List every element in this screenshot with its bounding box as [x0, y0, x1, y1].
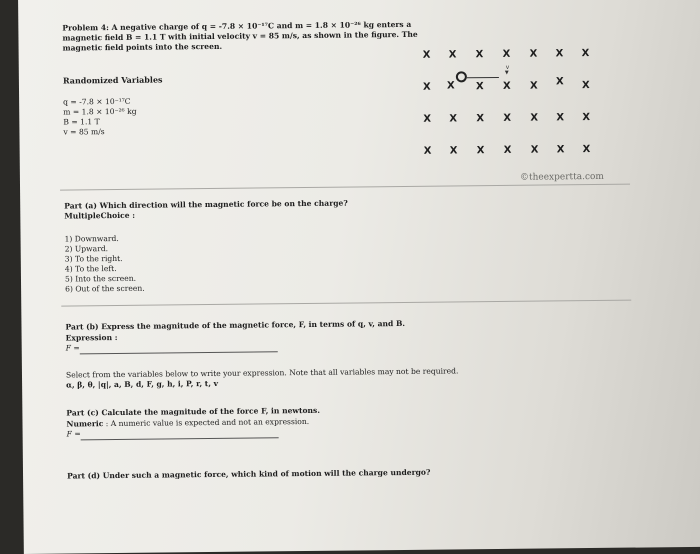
field-cross-icon: X — [423, 113, 432, 125]
field-cross-icon: X — [422, 81, 431, 93]
field-cross-icon: X — [449, 113, 458, 125]
problem-line-1: Problem 4: A negative charge of q = -7.8 × 10⁻¹⁷C and m = 1.8 × 10⁻²⁶ kg enters a — [62, 19, 412, 33]
velocity-arrow-icon — [467, 77, 499, 78]
field-cross-icon: X — [555, 76, 564, 88]
velocity-label: v — [505, 63, 510, 71]
worksheet-page — [18, 0, 700, 554]
part-c-answer-field[interactable] — [81, 437, 279, 440]
problem-line-3: magnetic field points into the screen. — [62, 41, 223, 53]
part-c-answer-prefix: F = — [66, 429, 81, 439]
field-cross-icon: X — [475, 81, 484, 93]
field-cross-icon: X — [502, 80, 511, 92]
part-c-type-desc: : A numeric value is expected and not an expression. — [105, 416, 310, 429]
part-a-option[interactable]: 6) Out of the screen. — [65, 283, 145, 294]
part-a-type-sep: : — [132, 210, 136, 220]
field-cross-icon: X — [503, 112, 512, 124]
part-b-answer-field[interactable] — [80, 351, 278, 354]
field-cross-icon: X — [503, 144, 512, 156]
field-cross-icon: X — [582, 112, 591, 124]
field-cross-icon: X — [529, 80, 538, 92]
var-v: v = 85 m/s — [63, 127, 105, 137]
part-c-type-label: Numeric — [66, 419, 104, 429]
field-cross-icon: X — [529, 48, 538, 60]
part-a-type — [64, 211, 135, 222]
part-b-question: Part (b) Express the magnitude of the magnetic force, F, in terms of q, v, and B. — [65, 318, 406, 332]
velocity-arrowhead-icon: ▼ — [504, 69, 509, 76]
field-cross-icon: X — [449, 145, 458, 157]
part-b-type-label: Expression — [65, 333, 113, 343]
part-a-option[interactable]: 5) Into the screen. — [64, 273, 137, 284]
var-B: B = 1.1 T — [63, 117, 100, 127]
field-cross-icon: X — [448, 49, 457, 61]
magnetic-field-figure — [18, 0, 700, 194]
part-b-instruction: Select from the variables below to write your expression. Note that all variables may not be required. — [65, 366, 459, 380]
field-cross-icon: X — [476, 113, 485, 125]
part-d-question: Part (d) Under such a magnetic force, which kind of motion will the charge undergo? — [67, 467, 431, 481]
part-a-option[interactable]: 2) Upward. — [64, 244, 109, 254]
part-a-question: Part (a) Which direction will the magnetic force be on the charge? — [64, 198, 348, 211]
part-a-option[interactable]: 1) Downward. — [64, 233, 119, 244]
part-a-option[interactable]: 4) To the left. — [64, 263, 117, 274]
field-cross-icon: X — [581, 48, 590, 60]
part-c-type — [66, 417, 309, 430]
field-cross-icon: X — [423, 145, 432, 157]
part-b-type-sep: : — [114, 332, 118, 343]
divider — [61, 300, 631, 307]
problem-line-2: magnetic field B = 1.1 T with initial velocity v = 85 m/s, as shown in the figure. The — [62, 29, 418, 43]
part-c-question: Part (c) Calculate the magnitude of the force F, in newtons. — [66, 405, 321, 418]
var-q: q = -7.8 × 10⁻¹⁷C — [63, 96, 131, 107]
field-cross-icon: X — [422, 49, 431, 61]
var-m: m = 1.8 × 10⁻²⁶ kg — [63, 106, 137, 117]
field-cross-icon: X — [530, 144, 539, 156]
part-b-type — [66, 333, 118, 344]
charge-particle-icon — [456, 71, 467, 82]
part-b-variables: α, β, θ, |q|, a, B, d, F, g, h, i, P, r, t, v — [66, 378, 219, 390]
field-cross-icon: X — [502, 48, 511, 60]
part-b-answer-prefix: F = — [65, 343, 80, 353]
field-cross-icon: X — [581, 80, 590, 92]
part-a-option[interactable]: 3) To the right. — [64, 253, 123, 264]
field-cross-icon: X — [530, 112, 539, 124]
field-cross-icon: X — [476, 145, 485, 157]
field-cross-icon: X — [556, 112, 565, 124]
field-cross-icon: X — [475, 49, 484, 61]
randomized-heading: Randomized Variables — [62, 74, 163, 86]
field-cross-icon: X — [556, 144, 565, 156]
field-cross-icon: X — [446, 80, 455, 92]
copyright-watermark: ©theexpertta.com — [519, 171, 604, 183]
field-cross-icon: X — [582, 144, 591, 156]
field-cross-icon: X — [555, 48, 564, 60]
part-a-type-label: MultipleChoice — [64, 210, 130, 221]
